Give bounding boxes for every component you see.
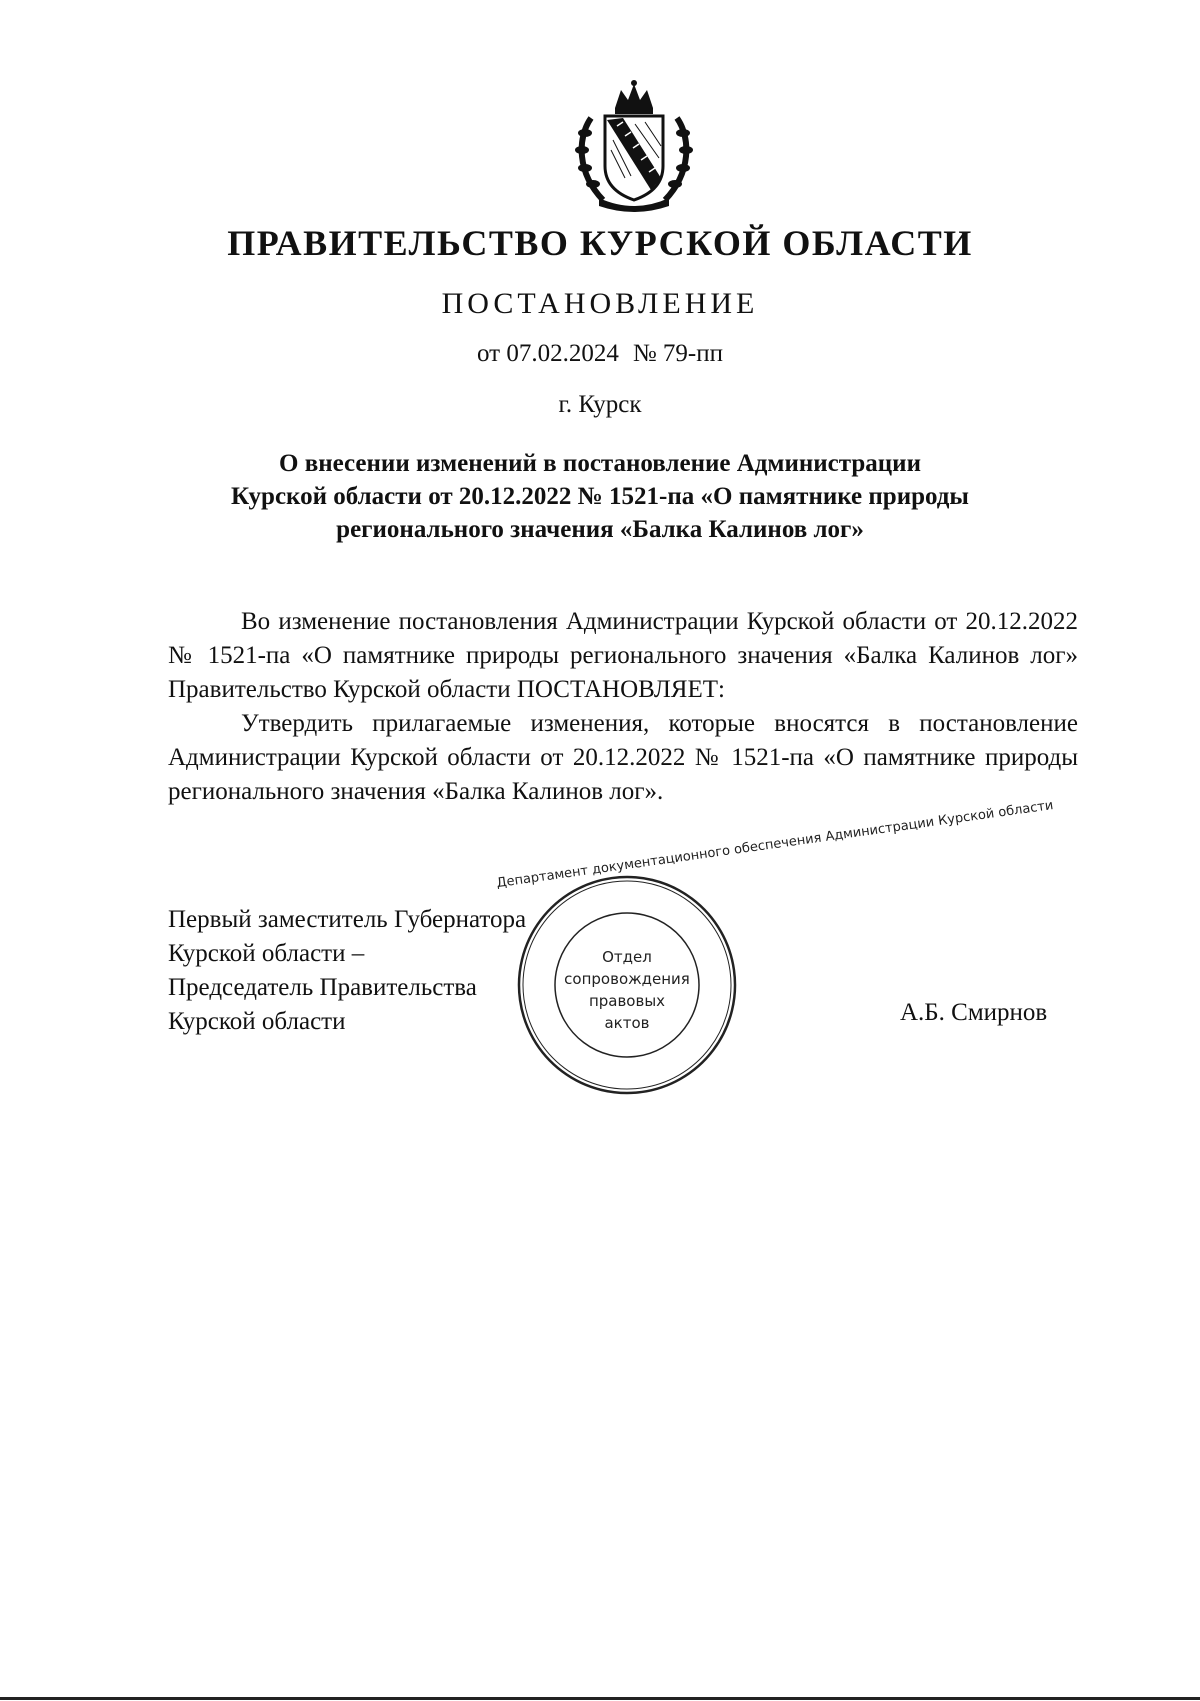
stamp-center-line: сопровождения	[564, 970, 690, 988]
stamp-center-line: правовых	[588, 992, 666, 1010]
signatory-name: А.Б. Смирнов	[900, 999, 1048, 1026]
scan-bottom-edge	[0, 1697, 1200, 1700]
document-number: № 79-пп	[632, 340, 724, 367]
subject-line: О внесении изменений в постановление Администрации	[279, 450, 921, 477]
stamp-center-line: актов	[604, 1014, 650, 1032]
signatory-position-line: Курской области –	[168, 940, 365, 967]
document-date-line	[0, 340, 1200, 368]
government-title: ПРАВИТЕЛЬСТВО КУРСКОЙ ОБЛАСТИ	[227, 223, 973, 263]
signatory-position-line: Курской области	[168, 1008, 346, 1035]
document-type: ПОСТАНОВЛЕНИЕ	[441, 287, 759, 320]
body-paragraph: Во изменение постановления Администрации Курской области от 20.12.2022 № 1521-па «О памятнике природы регионального значения «Балка Калинов лог» Правительство Курской области ПОСТАНОВЛЯЕТ:	[168, 608, 1078, 703]
signatory-position-line: Председатель Правительства	[168, 974, 477, 1001]
signatory-position	[168, 903, 526, 1039]
document-subject	[0, 447, 1200, 546]
coat-of-arms-emblem	[573, 78, 695, 214]
signatory-position-line: Первый заместитель Губернатора	[168, 906, 527, 933]
stamp-ring-text: Департамент документационного обеспечения Администрации Курской области	[495, 798, 1055, 892]
document-body	[168, 605, 1078, 809]
stamp-center-line: Отдел	[602, 948, 652, 966]
subject-line: регионального значения «Балка Калинов лог»	[336, 516, 864, 543]
subject-line: Курской области от 20.12.2022 № 1521-па «О памятнике природы	[231, 483, 969, 510]
document-city: г. Курск	[558, 391, 642, 418]
document-date: от 07.02.2024	[476, 340, 619, 367]
body-paragraph: Утвердить прилагаемые изменения, которые вносятся в постановление Администрации Курской области от 20.12.2022 № 1521-па «О памятнике природы регионального значения «Балка Калинов лог».	[168, 710, 1078, 805]
